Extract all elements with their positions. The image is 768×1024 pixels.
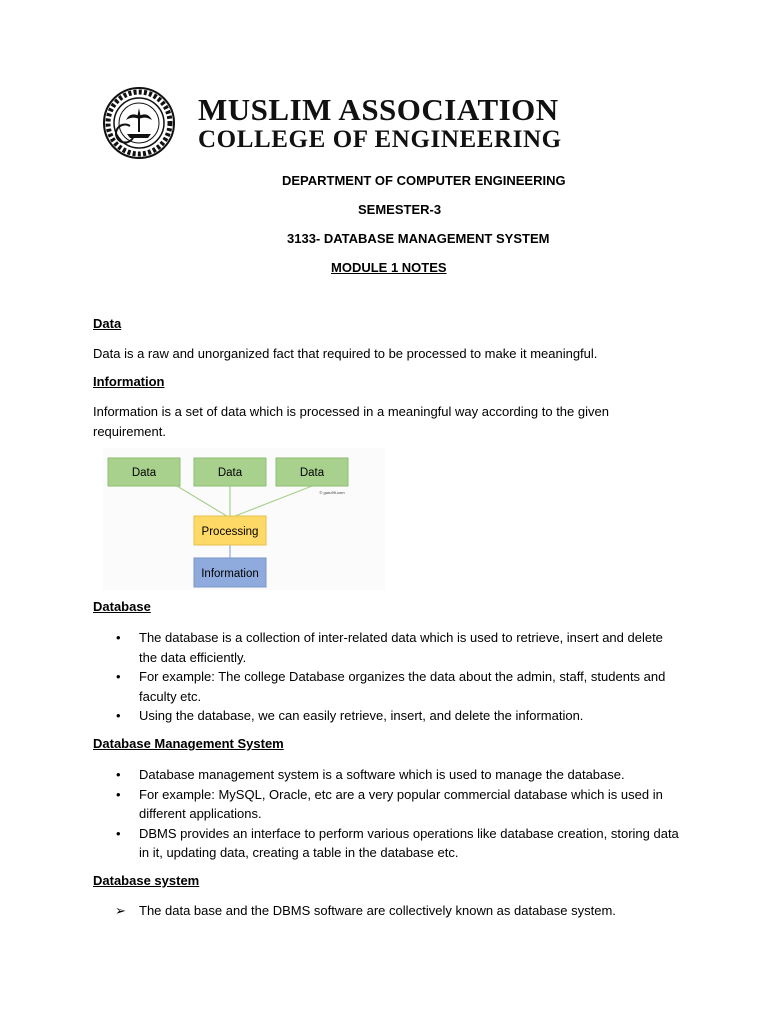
- list-item: • The database is a collection of inter-related data which is used to retrieve, insert and delete the data efficiently.: [93, 628, 683, 667]
- data-heading: Data: [93, 316, 122, 331]
- list-item: ➢ The data base and the DBMS software are collectively known as database system.: [93, 901, 683, 921]
- information-heading: Information: [93, 374, 165, 389]
- college-name-line2: COLLEGE OF ENGINEERING: [198, 126, 562, 153]
- information-definition: Information is a set of data which is processed in a meaningful way according to the given requirement.: [93, 404, 609, 439]
- data-box-3-label: Data: [299, 467, 325, 479]
- data-box-1-label: Data: [131, 467, 157, 479]
- database-bullet-list: [93, 628, 683, 726]
- college-name-line1: MUSLIM ASSOCIATION: [198, 92, 559, 127]
- database-system-list: [93, 901, 683, 921]
- database-heading: Database: [93, 599, 151, 614]
- database-system-heading: Database system: [93, 873, 200, 888]
- list-item: • For example: The college Database organizes the data about the admin, staff, students and faculty etc.: [93, 667, 683, 706]
- course-title: 3133- DATABASE MANAGEMENT SYSTEM: [287, 231, 550, 246]
- list-item: • For example: MySQL, Oracle, etc are a very popular commercial database which is used in different applications.: [93, 785, 683, 824]
- dbms-heading: Database Management System: [93, 736, 284, 751]
- dbms-bullet-list: [93, 765, 683, 863]
- list-item: • DBMS provides an interface to perform various operations like database creation, storing data in it, updating data, creating a table in the database etc.: [93, 824, 683, 863]
- semester-title: SEMESTER-3: [358, 202, 442, 217]
- information-box-label: Information: [201, 568, 259, 580]
- processing-box-label: Processing: [201, 526, 259, 538]
- department-title: DEPARTMENT OF COMPUTER ENGINEERING: [282, 173, 566, 188]
- data-definition: Data is a raw and unorganized fact that required to be processed to make it meaningful.: [93, 346, 598, 361]
- college-seal-logo: [94, 86, 184, 160]
- data-box-2-label: Data: [217, 467, 243, 479]
- list-item: • Database management system is a software which is used to manage the database.: [93, 765, 683, 785]
- college-header: [94, 86, 674, 160]
- college-name: [198, 94, 562, 152]
- diagram-watermark: © guru99.com: [319, 490, 345, 495]
- module-title: MODULE 1 NOTES: [331, 260, 447, 275]
- list-item: • Using the database, we can easily retrieve, insert, and delete the information.: [93, 706, 683, 726]
- data-processing-diagram: [103, 448, 385, 590]
